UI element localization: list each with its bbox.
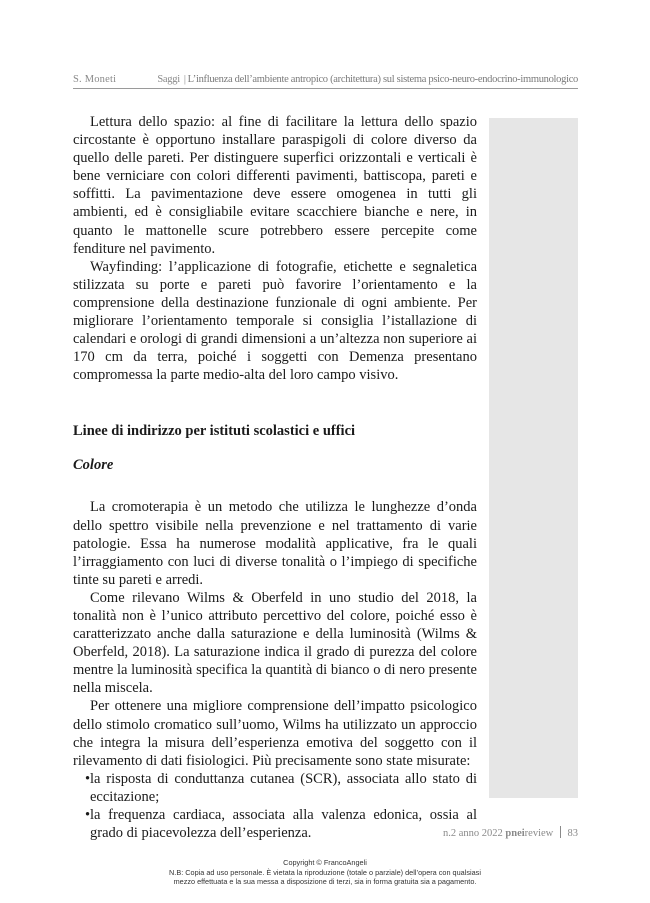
- copyright-line: mezzo effettuata e la sua messa a disposizione di terzi, sia in forma gratuita sia a pagamento.: [173, 877, 477, 887]
- bullet-marker: •: [85, 807, 91, 823]
- page-number: 83: [567, 828, 578, 839]
- page-footer: [443, 826, 578, 839]
- running-header: [73, 74, 578, 89]
- footer-journal-rest: review: [524, 828, 554, 839]
- paragraph-wilms-oberfeld: Come rilevano Wilms & Oberfeld in uno studio del 2018, la tonalità non è l’unico attributo percettivo del colore, poiché esso è caratterizzato anche dalla saturazione e della luminosità (Wilms & Oberfeld, 2018). La saturazione indica il grado di purezza del colore mentre la luminosità specifica la quantità di bianco o di nero presente nella miscela.: [73, 589, 477, 697]
- bullet-marker: •: [85, 770, 91, 787]
- copyright-line: N.B: Copia ad uso personale. È vietata la riproduzione (totale o parziale) dell’opera con qualsiasi: [169, 867, 481, 877]
- list-item-text: la risposta di conduttanza cutanea (SCR), associata allo stato di eccitazione;: [90, 770, 477, 805]
- header-separator: |: [183, 74, 186, 85]
- margin-sidebar: [489, 118, 578, 798]
- header-section: Saggi: [157, 74, 180, 85]
- footer-issue: n.2 anno 2022: [442, 828, 503, 839]
- paragraph-lettura-spazio: Lettura dello spazio: al fine di facilitare la lettura dello spazio circostante è opportuno installare paraspigoli di colore diverso da quello delle pareti. Per distinguere superfici orizzontali e verticali è bene verniciare con colori differenti pavimenti, battiscopa, pareti e soffitti. La pavimentazione deve essere omogenea in tutti gli ambienti, ed è consigliabile evitare scacchiere bianche e nere, in quanto le mattonelle scure potrebbero essere percepite come fenditure nel pavimento.: [73, 114, 477, 257]
- footer-journal-bold: pnei: [505, 828, 525, 839]
- footer-separator: [560, 826, 561, 838]
- header-title: L’influenza dell’ambiente antropico (architettura) sul sistema psico-neuro-endocrino-immunologico: [187, 74, 578, 85]
- list-item: [73, 806, 477, 842]
- paragraph-cromoterapia: La cromoterapia è un metodo che utilizza le lunghezze d’onda dello spettro visibile nella prevenzione e nel trattamento di varie patologie. Essa ha numerose modalità applicative, fra le quali l’irraggiamento con luci di diverse tonalità o l’impiego di specifiche tinte su pareti e arredi.: [73, 499, 477, 588]
- subsection-heading: Colore: [73, 457, 114, 474]
- paragraph-wayfinding: Wayfinding: l’applicazione di fotografie, etichette e segnaletica stilizzata su porte e pareti può favorire l’orientamento e la comprensione della destinazione funzionale di ogni ambiente. Per migliorare l’orientamento temporale si consiglia l’istallazione di calendari e orologi di grandi dimensioni a un’altezza non superiore ai 170 cm da terra, poiché i soggetti con Demenza presentano compromessa la parte medio-alta del loro campo visivo.: [73, 258, 477, 384]
- copyright-notice: [0, 858, 650, 887]
- paragraph-impatto-psicologico: Per ottenere una migliore comprensione dell’impatto psicologico dello stimolo cromatico sull’uomo, Wilms ha utilizzato un approccio che integra la misura dell’esperienza emotiva del soggetto con il rilevamento di dati fisiologici. Più precisamente sono state misurate:: [73, 698, 477, 769]
- list-item-text: la frequenza cardiaca, associata alla valenza edonica, ossia al grado di piacevolezza dell’esperienza.: [90, 807, 477, 842]
- header-right: [157, 74, 578, 85]
- header-author: S. Moneti: [73, 74, 117, 85]
- list-item: [73, 770, 477, 806]
- copyright-line: Copyright © FrancoAngeli: [283, 858, 367, 867]
- article-body: [73, 113, 477, 842]
- section-heading: Linee di indirizzo per istituti scolastici e uffici: [73, 423, 356, 440]
- measures-list: [73, 770, 477, 842]
